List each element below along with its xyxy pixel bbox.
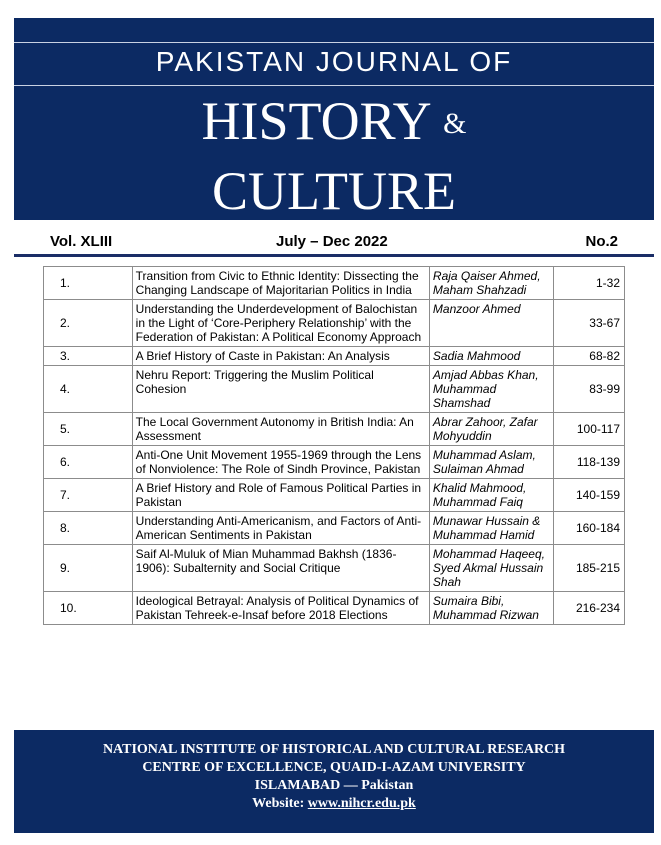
website-label: Website:	[252, 796, 305, 811]
article-pages: 185-215	[554, 545, 625, 592]
contents-row	[44, 366, 625, 413]
contents-row	[44, 479, 625, 512]
contents-row	[44, 347, 625, 366]
article-pages: 68-82	[554, 347, 625, 366]
article-number: 2.	[44, 300, 133, 347]
publisher-location: ISLAMABAD — Pakistan	[254, 778, 414, 793]
contents-row	[44, 592, 625, 625]
volume-label: Vol. XLIII	[50, 233, 113, 250]
publisher-centre: CENTRE OF EXCELLENCE, QUAID-I-AZAM UNIVERSITY	[142, 760, 526, 775]
article-authors: Sumaira Bibi, Muhammad Rizwan	[429, 592, 553, 625]
article-title: Transition from Civic to Ethnic Identity: Dissecting the Changing Landscape of Majoritarian Politics in India	[132, 267, 429, 300]
contents-table	[43, 266, 625, 625]
publisher-footer	[14, 730, 654, 833]
article-authors: Sadia Mahmood	[429, 347, 553, 366]
article-title: Ideological Betrayal: Analysis of Political Dynamics of Pakistan Tehreek-e-Insaf before 2018 Elections	[132, 592, 429, 625]
article-title: The Local Government Autonomy in British India: An Assessment	[132, 413, 429, 446]
article-title: A Brief History of Caste in Pakistan: An Analysis	[132, 347, 429, 366]
issue-period: July – Dec 2022	[276, 233, 388, 250]
article-pages: 216-234	[554, 592, 625, 625]
contents-row	[44, 300, 625, 347]
article-pages: 100-117	[554, 413, 625, 446]
masthead-line-3: CULTURE	[211, 161, 457, 221]
article-authors: Muhammad Aslam, Sulaiman Ahmad	[429, 446, 553, 479]
article-number: 6.	[44, 446, 133, 479]
journal-masthead	[14, 18, 654, 220]
contents-row	[44, 545, 625, 592]
issue-info-bar	[44, 233, 624, 253]
article-title: Understanding Anti-Americanism, and Factors of Anti-American Sentiments in Pakistan	[132, 512, 429, 545]
masthead-rule-top	[14, 42, 654, 43]
article-pages: 118-139	[554, 446, 625, 479]
article-number: 10.	[44, 592, 133, 625]
article-number: 1.	[44, 267, 133, 300]
contents-row	[44, 413, 625, 446]
article-authors: Raja Qaiser Ahmed, Maham Shahzadi	[429, 267, 553, 300]
contents-row	[44, 512, 625, 545]
contents-table-body	[44, 267, 625, 625]
masthead-line-1: PAKISTAN JOURNAL OF	[155, 46, 513, 77]
article-authors: Mohammad Haqeeq, Syed Akmal Hussain Shah	[429, 545, 553, 592]
publisher-name: NATIONAL INSTITUTE OF HISTORICAL AND CULTURAL RESEARCH	[102, 742, 566, 757]
article-authors: Abrar Zahoor, Zafar Mohyuddin	[429, 413, 553, 446]
article-title: Saif Al-Muluk of Mian Muhammad Bakhsh (1836-1906): Subalternity and Social Critique	[132, 545, 429, 592]
article-authors: Amjad Abbas Khan, Muhammad Shamshad	[429, 366, 553, 413]
contents-row	[44, 446, 625, 479]
article-number: 7.	[44, 479, 133, 512]
article-pages: 140-159	[554, 479, 625, 512]
article-title: Nehru Report: Triggering the Muslim Political Cohesion	[132, 366, 429, 413]
article-pages: 160-184	[554, 512, 625, 545]
article-title: Understanding the Underdevelopment of Balochistan in the Light of ‘Core-Periphery Relationship’ with the Federation of Pakistan: A Political Economy Approach	[132, 300, 429, 347]
article-pages: 83-99	[554, 366, 625, 413]
article-title: A Brief History and Role of Famous Political Parties in Pakistan	[132, 479, 429, 512]
website-link[interactable]: www.nihcr.edu.pk	[307, 796, 416, 811]
article-pages: 1-32	[554, 267, 625, 300]
article-title: Anti-One Unit Movement 1955-1969 through the Lens of Nonviolence: The Role of Sindh Province, Pakistan	[132, 446, 429, 479]
issue-divider	[14, 254, 654, 257]
publisher-website	[14, 796, 654, 812]
masthead-ampersand: &	[443, 107, 467, 140]
masthead-rule-middle	[14, 85, 654, 86]
masthead-history: HISTORY	[201, 91, 430, 151]
article-number: 4.	[44, 366, 133, 413]
article-authors: Manzoor Ahmed	[429, 300, 553, 347]
contents-row	[44, 267, 625, 300]
issue-number: No.2	[585, 233, 618, 250]
article-number: 3.	[44, 347, 133, 366]
masthead-line-2	[14, 90, 654, 152]
article-authors: Khalid Mahmood, Muhammad Faiq	[429, 479, 553, 512]
article-number: 8.	[44, 512, 133, 545]
article-authors: Munawar Hussain & Muhammad Hamid	[429, 512, 553, 545]
article-number: 9.	[44, 545, 133, 592]
article-number: 5.	[44, 413, 133, 446]
article-pages: 33-67	[554, 300, 625, 347]
